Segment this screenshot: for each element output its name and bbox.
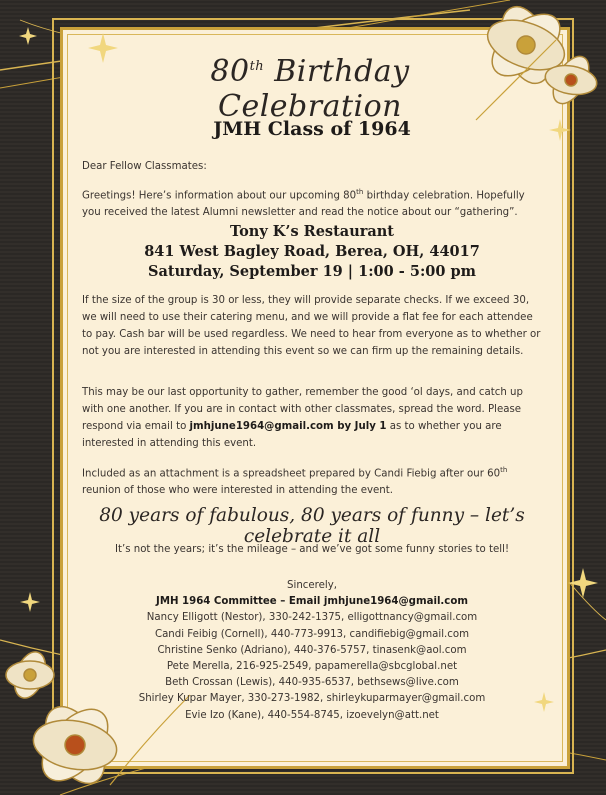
- venue-address: 841 West Bagley Road, Berea, OH, 44017: [144, 243, 480, 260]
- venue-name: Tony K’s Restaurant: [229, 223, 395, 240]
- event-datetime: Saturday, September 19 | 1:00 - 5:00 pm: [148, 263, 476, 280]
- attachment-paragraph: Included as an attachment is a spreadsheet prepared by Candi Fiebig after our 60th reunion of those who were interested in attending the event.: [82, 466, 508, 497]
- script-title: 80th Birthday Celebration: [210, 54, 410, 124]
- checks-paragraph: If the size of the group is 30 or less, they will provide separate checks. If we exceed 30, we will need to use their catering menu, and we will provide a flat fee for each attendee to pay. Cash bar will be used regardless. We need to hear from everyone as to whether or not you are interested in attending this event so we can firm up the remaining details.: [82, 295, 541, 357]
- response-email-deadline: jmhjune1964@gmail.com by July 1: [189, 421, 387, 432]
- opportunity-paragraph: This may be our last opportunity to gather, remember the good ‘ol days, and catch up with one another. If you are in contact with other classmates, spread the word. Please respond via email to jmhjune1964@gmail.com by July 1 as to whether you are interested in attending this event.: [82, 387, 523, 449]
- member-line: Evie Izo (Kane), 440-554-8745, izoevelyn@att.net: [185, 709, 439, 721]
- intro-paragraph: Greetings! Here’s information about our upcoming 80th birthday celebration. Hopefully you received the latest Alumni newsletter and read the notice about our “gathering”.: [82, 188, 525, 219]
- venue-block: [60, 222, 564, 282]
- closing: Sincerely,: [287, 580, 337, 591]
- member-line: Shirley Kupar Mayer, 330-273-1982, shirleykuparmayer@gmail.com: [138, 693, 486, 705]
- member-line: Nancy Elligott (Nestor), 330-242-1375, elligottnancy@gmail.com: [146, 612, 478, 624]
- class-title: JMH Class of 1964: [213, 118, 411, 140]
- member-line: Beth Crossan (Lewis), 440-935-6537, bethsews@live.com: [165, 677, 459, 689]
- script-tagline: 80 years of fabulous, 80 years of funny – let’s celebrate it all: [99, 505, 525, 547]
- committee-line: JMH 1964 Committee – Email jmhjune1964@gmail.com: [156, 596, 468, 608]
- member-line: Candi Feibig (Cornell), 440-773-9913, candifiebig@gmail.com: [154, 628, 470, 640]
- member-line: Christine Senko (Adriano), 440-376-5757, tinasenk@aol.com: [157, 644, 467, 656]
- signature-block: [60, 578, 564, 724]
- greeting: Dear Fellow Classmates:: [82, 161, 207, 172]
- sub-tagline: It’s not the years; it’s the mileage – and we’ve got some funny stories to tell!: [114, 544, 510, 555]
- member-line: Pete Merella, 216-925-2549, papamerella@sbcglobal.net: [166, 661, 458, 673]
